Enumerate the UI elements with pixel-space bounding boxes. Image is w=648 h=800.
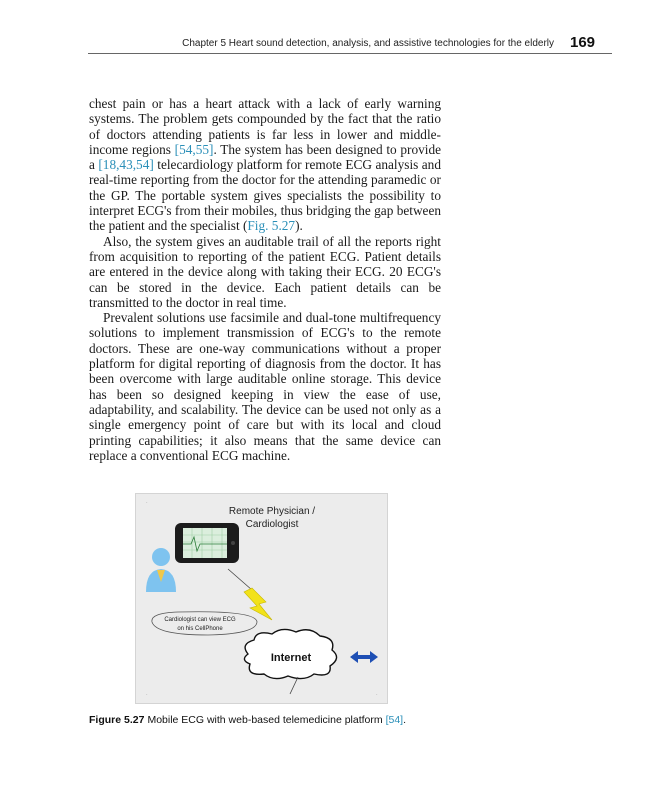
double-arrow-icon bbox=[350, 651, 378, 663]
signal-line bbox=[228, 569, 252, 590]
figure-caption: Figure 5.27 Mobile ECG with web-based telemedicine platform [54]. bbox=[89, 714, 406, 726]
figure-link[interactable]: Fig. 5.27 bbox=[247, 218, 296, 234]
cellphone-icon bbox=[175, 523, 239, 563]
paragraph-1: chest pain or has a heart attack with a lack of early warning systems. The problem gets compounded by the fact that the ratio of doctors attending patients is far less in lower and middle-income regions [54,55]. The system has been designed to provide a [18,43,54] telecardiology platform for remote ECG analysis and real-time reporting from the doctor for the attending paramedic or the GP. The portable system gives specialists the possibility to interpret ECG's from their mobiles, thus bridging the gap between the patient and the specialist (Fig. 5.27). bbox=[89, 96, 441, 234]
internet-cloud-icon bbox=[244, 629, 336, 678]
cellphone-view-callout bbox=[152, 612, 257, 635]
internet-label: Internet bbox=[270, 652, 312, 664]
remote-physician-label-2: Cardiologist bbox=[245, 519, 299, 530]
figure-5-27 bbox=[135, 493, 388, 704]
svg-text:·: · bbox=[146, 500, 148, 506]
citation-link[interactable]: [54] bbox=[385, 714, 404, 726]
citation-link[interactable]: [54,55] bbox=[174, 141, 214, 157]
svg-text:·: · bbox=[146, 692, 148, 698]
svg-text:on his CellPhone: on his CellPhone bbox=[177, 626, 223, 632]
remote-physician-label-1: Remote Physician / bbox=[228, 506, 316, 517]
connection-line bbox=[290, 677, 298, 694]
running-title: Chapter 5 Heart sound detection, analysis, and assistive technologies for the elderly bbox=[182, 38, 554, 49]
body-text bbox=[89, 96, 441, 463]
svg-text:·: · bbox=[376, 692, 378, 698]
lightning-icon bbox=[244, 588, 272, 620]
paragraph-2: Also, the system gives an auditable trail of all the reports right from acquisition to reporting of the patient ECG. Patient details are entered in the device along with taking their ECG. 20 ECG's can be stored in the device. Each patient details can be transmitted to the doctor in real time. bbox=[89, 233, 441, 310]
page-number: 169 bbox=[570, 34, 596, 51]
svg-text:Cardiologist can view ECG: Cardiologist can view ECG bbox=[164, 617, 236, 623]
figure-label: Figure 5.27 bbox=[89, 714, 145, 726]
paragraph-3: Prevalent solutions use facsimile and dual-tone multifrequency solutions to implement transmission of ECG's to the remote doctors. These are one-way communications without a proper platform for digital reporting of diagnosis from the doctor. It has been overcome with large auditable online storage. This device has been so designed keeping in view the ease of use, adaptability, and scalability. The device can be used not only as a single emergency point of care but with its local and cloud printing capabilities; it also means that the same device can replace a conventional ECG machine. bbox=[89, 310, 441, 463]
cardiologist-avatar-icon bbox=[146, 548, 176, 592]
header-rule bbox=[88, 53, 612, 54]
citation-link[interactable]: [18,43,54] bbox=[98, 157, 154, 173]
